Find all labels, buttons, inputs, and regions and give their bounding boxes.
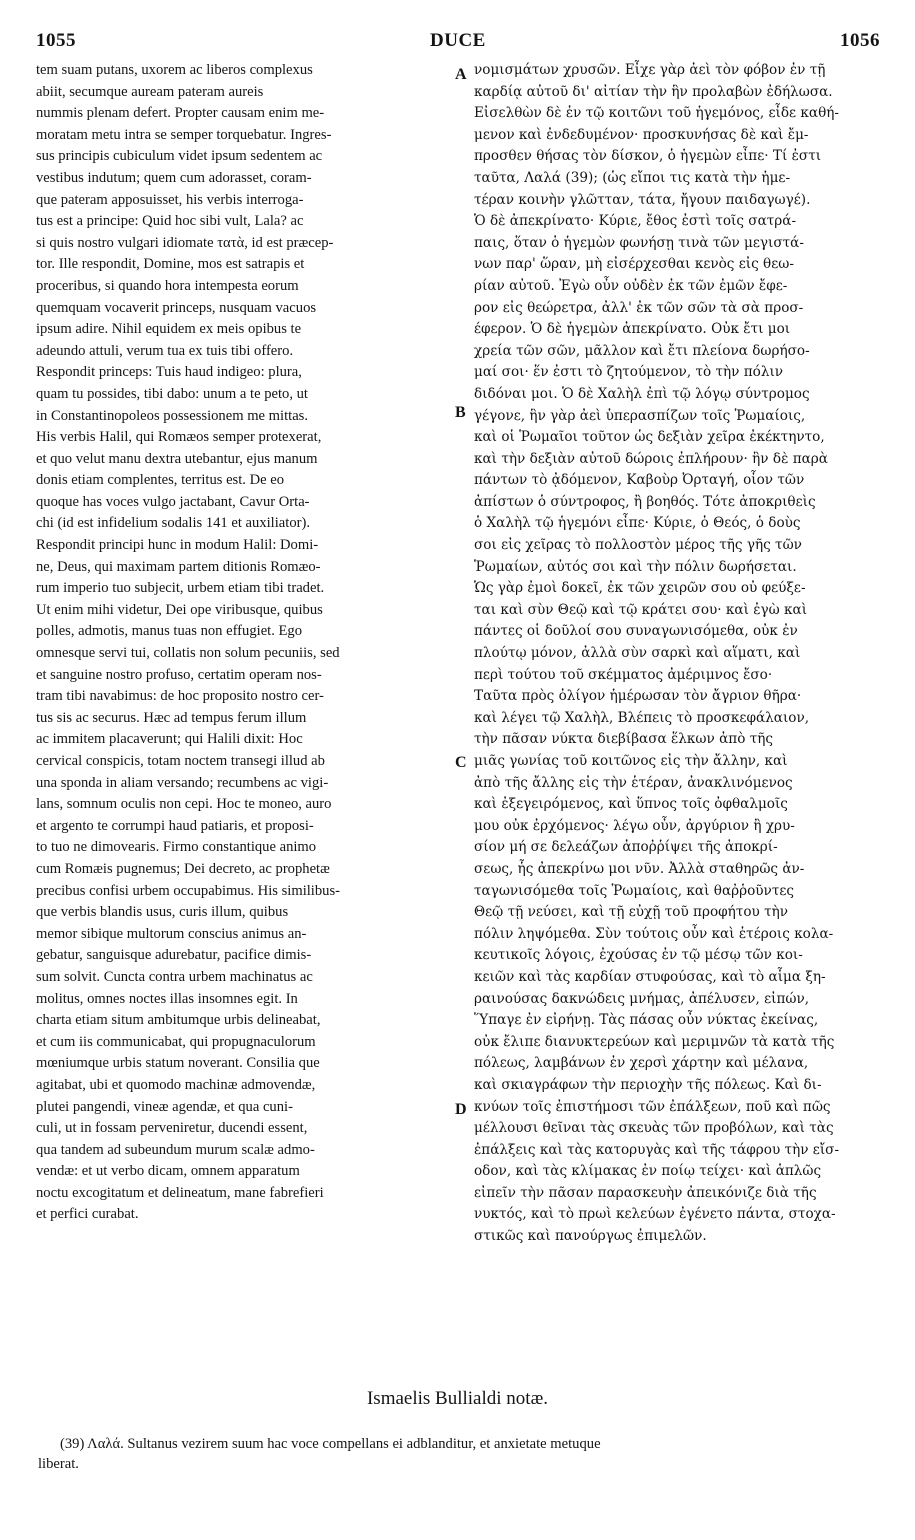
- latin-text-line: vestibus indutum; quem cum adorasset, coram-: [36, 169, 312, 186]
- greek-text-line: πάντες οἱ δοῦλοί σου συναγωνισόμεθα, οὐκ ἐν: [474, 623, 798, 640]
- latin-text-line: et sanguine nostro profuso, certatim operam nos-: [36, 666, 322, 683]
- latin-text-line: que pateram apposuisset, his verbis interroga-: [36, 191, 304, 208]
- latin-text-line: molitus, omnes noctes illas insomnes egit. In: [36, 990, 298, 1007]
- greek-text-line: Ὁ δὲ ἀπεκρίνατο· Κύριε, ἔθος ἐστὶ τοῖς σατρά-: [474, 213, 797, 230]
- latin-text-line: precibus confisi urbem occupabimus. His similibus-: [36, 882, 340, 899]
- greek-text-line: Ταῦτα πρὸς ὀλίγον ἡμέρωσαν τὸν ἄγριον θῆρα·: [474, 688, 802, 705]
- greek-text-line: μενον καὶ ἐνδεδυμένον· προσκυνήσας δὲ καὶ ἔμ-: [474, 126, 809, 143]
- left-page-number: 1055: [36, 30, 76, 51]
- greek-text-line: καὶ οἱ Ῥωμαῖοι τοῦτον ὡς δεξιὰν χεῖρα ἐκέκτηντο,: [474, 429, 825, 446]
- latin-text-line: vendæ: et ut verbo dicam, omnem apparatum: [36, 1163, 300, 1180]
- greek-text-line: μέλλουσι θεῖναι τὰς σκευὰς τῶν προβόλων, καὶ τὰς: [474, 1120, 834, 1137]
- greek-text-line: παις, ὅταν ὁ ἡγεμὼν φωνήσῃ τινὰ τῶν μεγιστά-: [474, 234, 804, 251]
- latin-text-line: et argento te corrumpi haud patiaris, et proposi-: [36, 817, 314, 834]
- greek-text-line: καὶ σκιαγράφων τὴν περιοχὴν τῆς πόλεως. Καὶ δι-: [474, 1076, 822, 1093]
- greek-text-line: ρίαν αὐτοῦ. Ἐγὼ οὖν οὐδὲν ἐκ τῶν ἐμῶν ἔφε-: [474, 277, 788, 294]
- greek-text-line: έφερον. Ὁ δὲ ἡγεμὼν ἀπεκρίνατο. Οὐκ ἔτι μοι: [474, 321, 791, 338]
- latin-text-line: Respondit princeps: Tuis haud indigeo: plura,: [36, 364, 302, 381]
- latin-text-line: et cum iis communicabat, qui propugnaculorum: [36, 1033, 316, 1050]
- greek-text-line: ραινούσας δακνώδεις μνήμας, ἀπέλυσεν, εἰπών,: [474, 990, 810, 1007]
- greek-text-line: μαί σοι· ἕν ἐστι τὸ ζητούμενον, τὸ τὴν πόλιν: [474, 364, 784, 381]
- greek-column: [474, 60, 880, 1248]
- margin-letter-d: D: [455, 1101, 467, 1118]
- latin-text-line: si quis nostro vulgari idiomate τατὰ, id est præcep-: [36, 234, 334, 251]
- greek-text-line: περὶ τούτου τοῦ σκέμματος ἀμέριμνος ἔσο·: [474, 666, 773, 683]
- latin-text-line: ac immitem placaverunt; qui Halili dixit: Hoc: [36, 731, 303, 748]
- latin-text-line: chi (id est infidelium sodalis 141 et auxiliator).: [36, 515, 310, 532]
- latin-text-line: mœniumque urbis statum noverant. Consilia que: [36, 1055, 320, 1072]
- greek-text-line: πόλεως, λαμβάνων ἐν χερσὶ χάρτην καὶ μέλανα,: [474, 1055, 809, 1072]
- greek-text-line: καὶ λέγει τῷ Χαλὴλ, Βλέπεις τὸ προσκεφάλαιον,: [474, 709, 810, 726]
- greek-text-line: εἰπεῖν τὴν πᾶσαν παρασκευὴν ἀπεικόνιζε διὰ τῆς: [474, 1184, 817, 1201]
- latin-text-line: moratam metu intra se semper torquebatur. Ingres-: [36, 126, 332, 143]
- greek-text-line: μου οὐκ ἐρχόμενος· λέγω οὖν, ἀργύριον ἢ χρυ-: [474, 817, 795, 834]
- greek-text-line: Εἰσελθὼν δὲ ἐν τῷ κοιτῶνι τοῦ ἡγεμόνος, εἶδε καθή-: [474, 105, 840, 122]
- greek-text-line: διδόναι μοι. Ὁ δὲ Χαλὴλ ἐπὶ τῷ λόγῳ σύντρομος: [474, 385, 810, 402]
- greek-text-line: πόλιν ληψόμεθα. Σὺν τούτοις οὖν καὶ ἑτέροις κολα-: [474, 925, 834, 942]
- latin-text-line: to tuo ne dimovearis. Firmo constantique animo: [36, 839, 317, 856]
- greek-text-line: σίον μή σε δελεάζων ἀποῤῥίψει τῆς ἀποκρί-: [474, 839, 778, 856]
- greek-text-line: Ῥωμαίων, αὐτός σοι καὶ τὴν πόλιν δωρήσεται.: [474, 558, 797, 575]
- greek-text-line: μιᾶς γωνίας τοῦ κοιτῶνος εἰς τὴν ἄλλην, καὶ: [474, 753, 788, 769]
- latin-text-line: Ut enim mihi videtur, Dei ope viribusque, quibus: [36, 601, 323, 618]
- greek-text-line: Ὕπαγε ἐν εἰρήνῃ. Τὰς πάσας οὖν νύκτας ἐκείνας,: [474, 1012, 819, 1029]
- latin-text-line: cervical conspicis, totam noctem transegi illud ab: [36, 753, 325, 769]
- margin-letter-b: B: [455, 404, 466, 421]
- latin-text-line: qua tandem ad subeundum murum scalæ admo-: [36, 1141, 315, 1158]
- margin-letter-a: A: [455, 66, 467, 83]
- latin-text-line: plutei pangendi, vineæ agendæ, et qua cuni-: [36, 1098, 293, 1115]
- latin-text-line: noctu excogitatum et delineatum, mane fabrefieri: [36, 1184, 324, 1201]
- latin-text-line: adeundo attuli, verum tua ex tuis tibi offero.: [36, 342, 294, 359]
- greek-text-line: στικῶς καὶ πανούργως ἐπιμελῶν.: [474, 1228, 707, 1245]
- latin-text-line: agitabat, ubi et quomodo machinæ admovendæ,: [36, 1076, 316, 1093]
- latin-text-line: Respondit principi hunc in modum Halil: Domi-: [36, 537, 319, 554]
- greek-text-line: σεως, ἧς ἀπεκρίνω μοι νῦν. Ἀλλὰ σταθηρῶς ἀν-: [474, 860, 805, 877]
- latin-text-line: proceribus, si quando hora intempesta eorum: [36, 277, 299, 294]
- latin-text-line: tram tibi navabimus: de hoc proposito nostro cer-: [36, 688, 324, 705]
- latin-column: [36, 60, 450, 1226]
- greek-text-line: νυκτός, καὶ τὸ πρωὶ κελεύων ἐγένετο πάντα, στοχα-: [474, 1206, 836, 1223]
- greek-text-line: ἀπὸ τῆς ἄλλης εἰς τὴν ἑτέραν, ἀνακλινόμενος: [474, 774, 793, 791]
- latin-text-line: gebatur, sanguisque adurebatur, pacifice dimis-: [36, 947, 312, 964]
- latin-text-line: et perfici curabat.: [36, 1206, 139, 1223]
- latin-text-line: cum Romæis pugnemus; Dei decreto, ac prophetæ: [36, 860, 330, 877]
- greek-text-line: καὶ ἐξεγειρόμενος, καὶ ὕπνος τοῖς ὀφθαλμοῖς: [474, 796, 788, 813]
- greek-text-line: ταγωνισόμεθα τοῖς Ῥωμαίοις, καὶ θαῤῥοῦντες: [474, 882, 794, 899]
- latin-text-line: que verbis blandis usus, curis illum, quibus: [36, 904, 289, 921]
- greek-text-line: καρδίᾳ αὐτοῦ δι' αἰτίαν τὴν ἣν προλαβὼν ἐδήλωσα.: [474, 83, 833, 100]
- greek-text-line: νων παρ' ὥραν, μὴ εἰσέρχεσθαι κενὸς εἰς θεω-: [474, 256, 794, 273]
- latin-text-line: His verbis Halil, qui Romæos semper protexerat,: [36, 429, 322, 446]
- greek-text-line: ρον εἰς θεώρετρα, ἀλλ' ἐκ τῶν σῶν τὰ σὰ προσ-: [474, 299, 804, 316]
- latin-text-line: lans, somnum oculis non cepi. Hoc te moneo, auro: [36, 796, 332, 813]
- greek-text-line: ἐπάλξεις καὶ τὰς κατορυγὰς καὶ τῆς τάφρου τὴν εἴσ-: [474, 1141, 840, 1158]
- latin-text-line: tor. Ille respondit, Domine, mos est satrapis et: [36, 256, 305, 273]
- greek-text-line: καὶ τὴν δεξιὰν αὐτοῦ δώροις ἐπλήρουν· ἣν δὲ παρὰ: [474, 450, 828, 467]
- margin-letter-c: C: [455, 754, 467, 771]
- latin-text-line: polles, admotis, manus tuas non effugiet. Ego: [36, 623, 303, 640]
- latin-text-line: quemquam vocaverit princeps, nusquam vacuos: [36, 299, 317, 316]
- latin-text-line: sum solvit. Cuncta contra urbem machinatus ac: [36, 968, 313, 985]
- greek-text-line: Ὡς γὰρ ἐμοὶ δοκεῖ, ἐκ τῶν χειρῶν σου οὐ φεύξε-: [474, 580, 806, 597]
- latin-text-line: tus sis ac securus. Hæc ad tempus ferum illum: [36, 709, 307, 726]
- greek-text-line: ταῦτα, Λαλά (39); (ὡς εἴποι τις κατὰ τὴν ἡμε-: [474, 169, 791, 186]
- latin-text-line: rum imperio tuo subjecit, urbem etiam tibi tradet.: [36, 580, 325, 597]
- greek-text-line: χρεία τῶν σῶν, μᾶλλον καὶ ἔτι πλείονα δωρήσο-: [474, 342, 810, 359]
- latin-text-line: omnesque servi tui, collatis non solum pecuniis, sed: [36, 645, 340, 662]
- latin-text-line: tem suam putans, uxorem ac liberos complexus: [36, 62, 313, 78]
- latin-text-line: ipsum adire. Nihil equidem ex meis opibus te: [36, 321, 302, 338]
- latin-text-line: in Constantinopoleos possessionem me mittas.: [36, 407, 309, 424]
- latin-text-line: abiit, secumque auream pateram aureis: [36, 83, 264, 100]
- latin-text-line: quoque has voces vulgo jactabant, Cavur Orta-: [36, 493, 310, 510]
- greek-text-line: κευτικοῖς λόγοις, ἐχούσας ἐν τῷ μέσῳ τῶν κοι-: [474, 947, 803, 964]
- footnote-line: liberat.: [38, 1456, 79, 1472]
- latin-text-line: et quo velut manu dextra utebantur, ejus manum: [36, 450, 318, 467]
- greek-text-line: νομισμάτων χρυσῶν. Εἶχε γὰρ ἀεὶ τὸν φόβον ἐν τῇ: [474, 62, 826, 78]
- latin-text-line: una sponda in aliam versando; recumbens ac vigi-: [36, 774, 329, 791]
- greek-text-line: κειῶν καὶ τὰς καρδίαν στυφούσας, καὶ τὸ αἷμα ξη-: [474, 968, 826, 985]
- latin-text-line: sus principis cubiculum videt ipsum sedentem ac: [36, 148, 323, 165]
- greek-text-line: σοι εἰς χεῖρας τὸ πολλοστὸν μέρος τῆς γῆς τῶν: [474, 537, 802, 554]
- greek-text-line: τὴν πᾶσαν νύκτα διεβίβασα ἕλκων ἀπὸ τῆς: [474, 731, 773, 748]
- latin-text-line: culi, ut in fossam perveniretur, ducendi essent,: [36, 1120, 308, 1137]
- right-page-number: 1056: [840, 30, 880, 51]
- latin-text-line: quam tu possides, tibi dabo: unum a te peto, ut: [36, 385, 308, 402]
- greek-text-line: ἀπίστων ὁ σύντροφος, ἢ βοηθός. Τότε ἀποκριθεὶς: [474, 493, 816, 510]
- greek-text-line: ται καὶ σὺν Θεῷ καὶ τῷ κράτει σου· καὶ ἐγὼ καὶ: [474, 601, 808, 618]
- latin-text-line: charta etiam situm ambitumque urbis delineabat,: [36, 1012, 321, 1029]
- greek-text-line: γέγονε, ἣν γὰρ ἀεὶ ὑπερασπίζων τοῖς Ῥωμαίοις,: [474, 407, 806, 424]
- greek-text-line: προσθεν θήσας τὸν δίσκον, ὁ ἡγεμὼν εἶπε· Τί ἐστι: [474, 148, 822, 165]
- greek-text-line: ὁ Χαλὴλ τῷ ἡγεμόνι εἶπε· Κύριε, ὁ Θεός, ὁ δοὺς: [474, 515, 801, 532]
- greek-text-line: πλούτῳ μόνον, ἀλλὰ σὺν σαρκὶ καὶ αἵματι, καὶ: [474, 645, 801, 662]
- greek-text-line: κνύων τοῖς ἐπιστήμοσι τῶν ἐπάλξεων, ποῦ καὶ πῶς: [474, 1098, 831, 1115]
- footnote-line: (39) Λαλά. Sultanus vezirem suum hac voce compellans ei adblanditur, et anxietate metuque: [60, 1436, 601, 1452]
- latin-text-line: memor sibique multorum conscius animus an-: [36, 925, 307, 942]
- footnotes: [38, 1434, 900, 1474]
- greek-text-line: τέραν κοινὴν γλῶτταν, τάτα, ἤγουν παιδαγωγέ).: [474, 191, 811, 208]
- greek-text-line: οδον, καὶ τὰς κλίμακας ἐν ποίῳ τείχει· καὶ ἁπλῶς: [474, 1163, 822, 1180]
- latin-text-line: donis etiam complentes, territus est. De eo: [36, 472, 285, 489]
- latin-text-line: ne, Deus, qui maximam partem ditionis Romæo-: [36, 558, 321, 575]
- running-head: DUCE: [430, 30, 486, 51]
- greek-text-line: Θεῷ τῇ νεύσει, καὶ τῇ εὐχῇ τοῦ προφήτου τὴν: [474, 904, 789, 921]
- latin-text-line: nummis plenam defert. Propter causam enim me-: [36, 105, 325, 122]
- notes-heading: Ismaelis Bullialdi notæ.: [366, 1388, 549, 1409]
- latin-text-line: tus est a principe: Quid hoc sibi vult, Lala? ac: [36, 213, 304, 230]
- greek-text-line: πάντων τὸ ᾀδόμενον, Καβοὺρ Ὀρταγή, οἷον τῶν: [474, 472, 805, 489]
- greek-text-line: οὐκ ἔλιπε διανυκτερεύων καὶ μεριμνῶν τὰ κατὰ τῆς: [474, 1033, 835, 1050]
